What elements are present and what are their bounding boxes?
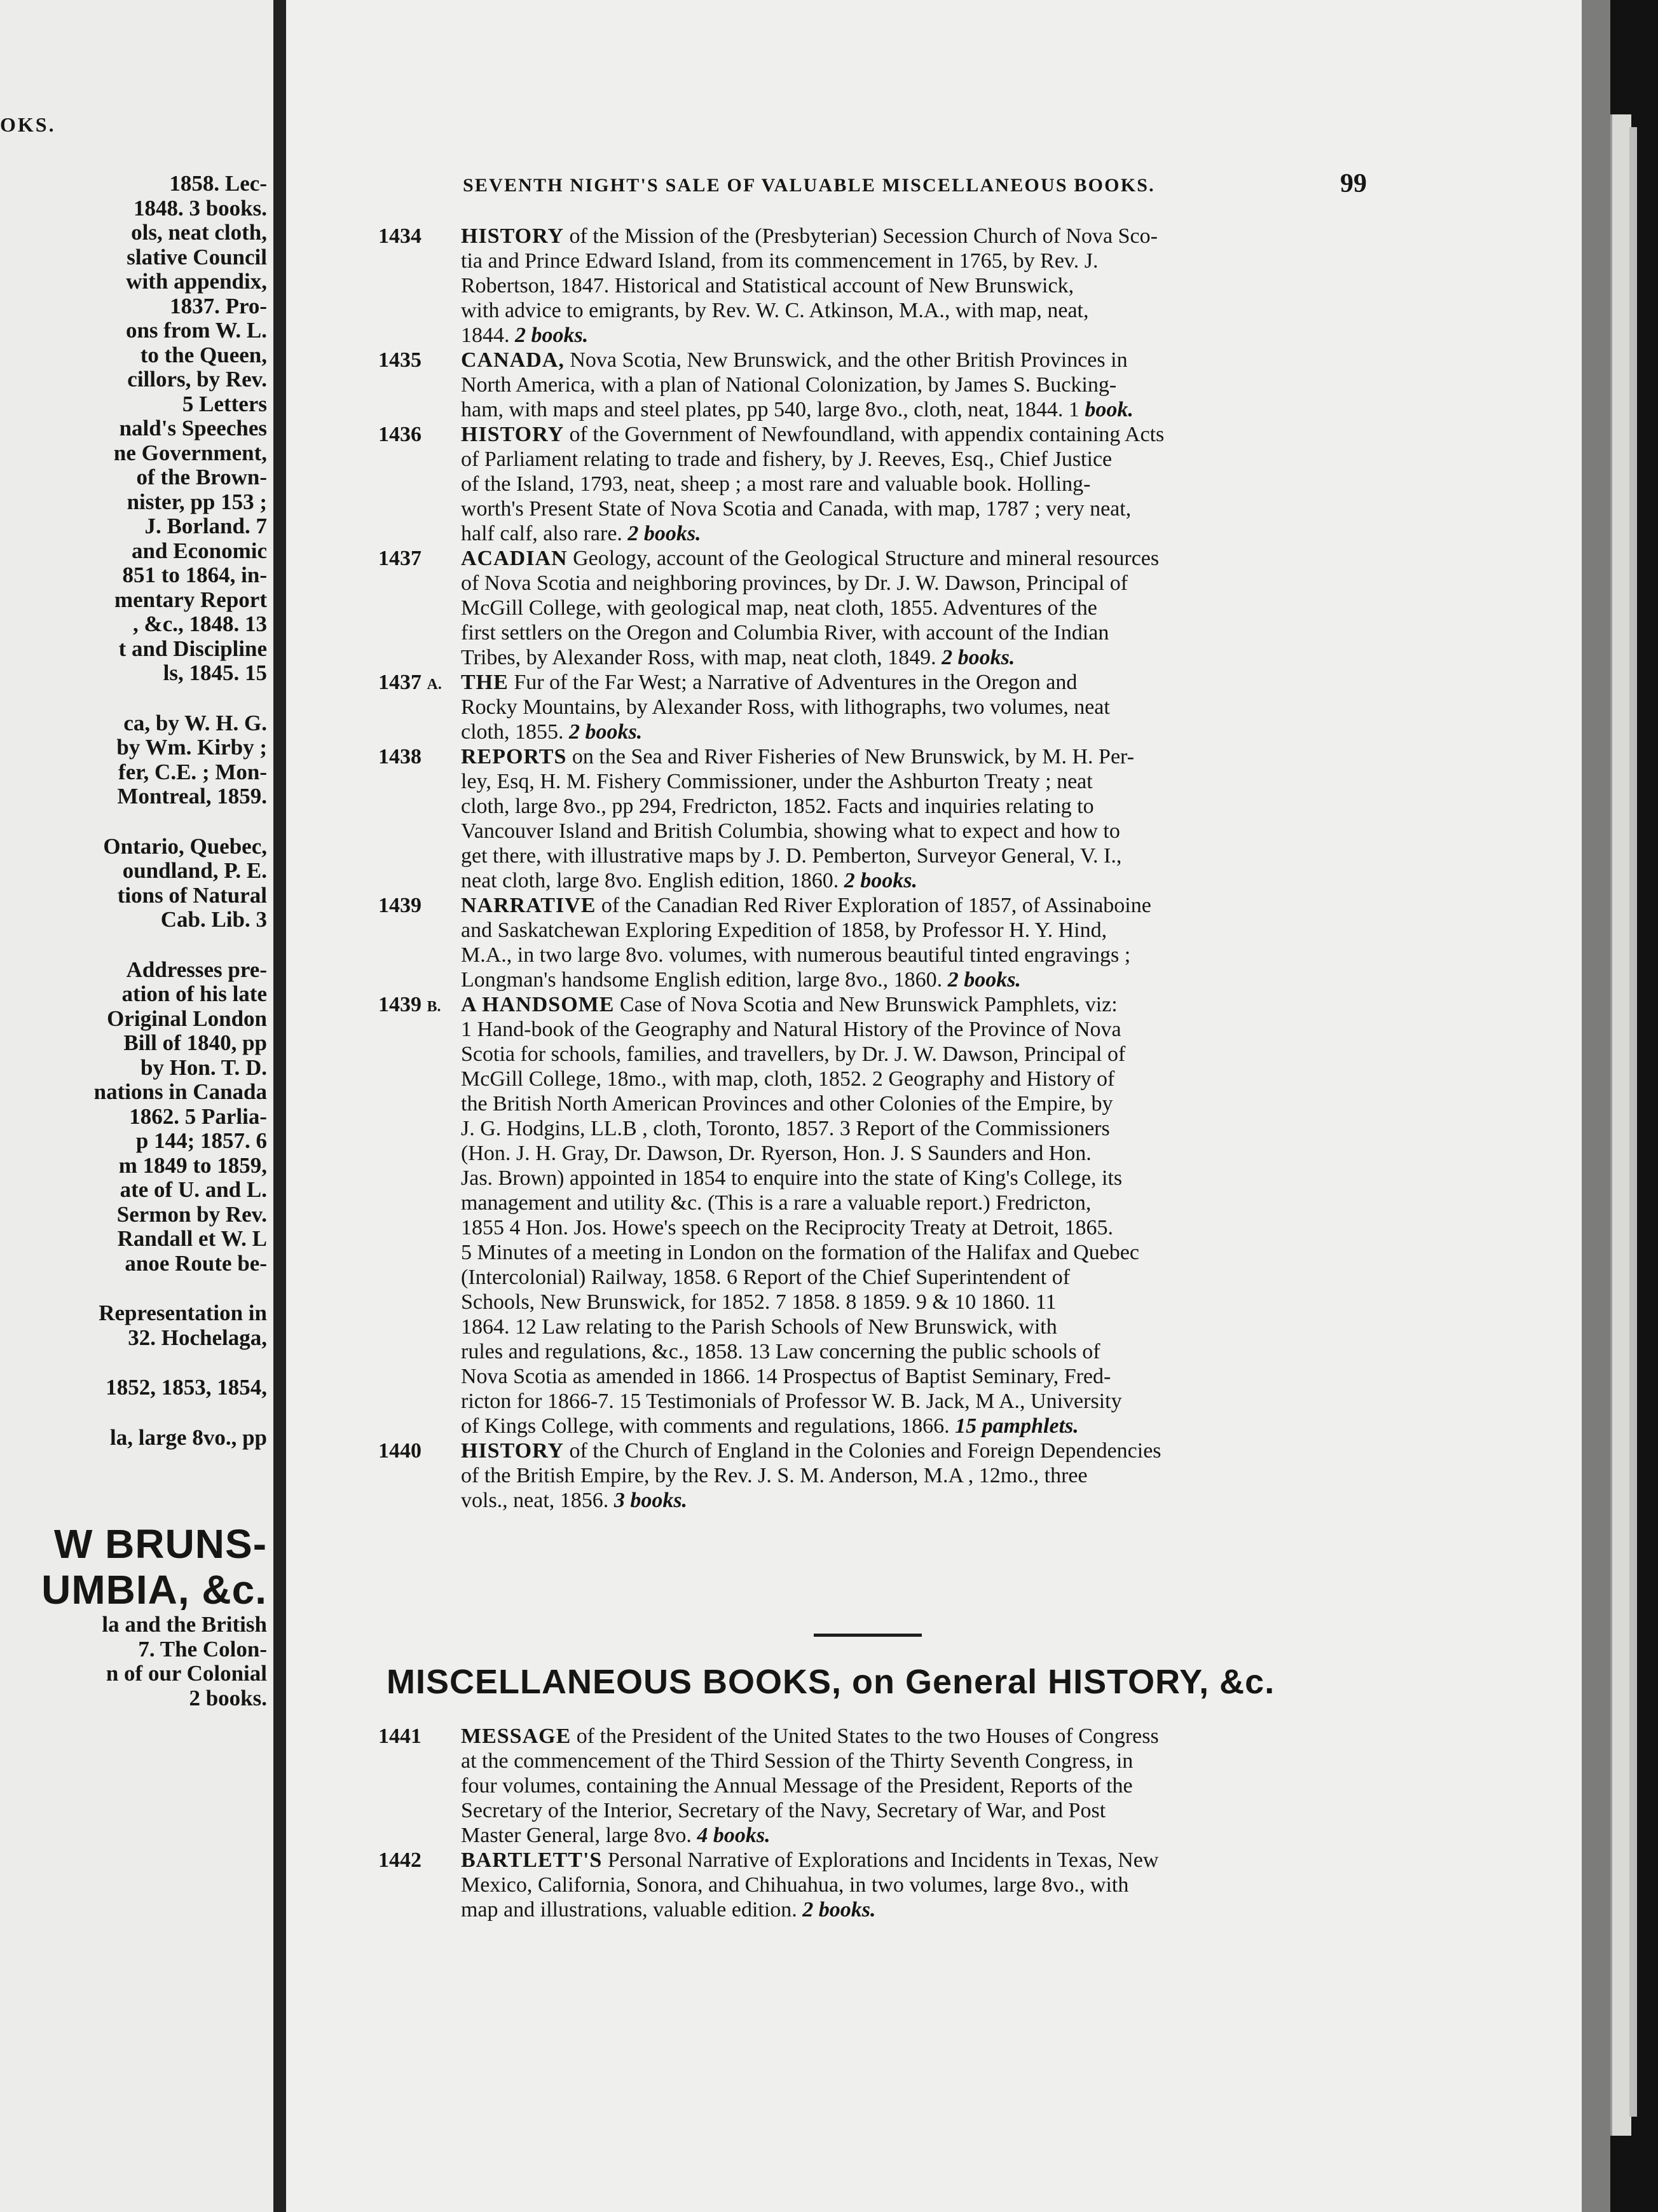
entry-line <box>461 1414 1348 1438</box>
entry-line <box>461 298 1348 323</box>
item-count: 2 books. <box>947 968 1021 992</box>
lot-number-digits: 1440 <box>378 1439 421 1463</box>
item-count: 2 books. <box>627 522 701 545</box>
left-page-line: , &c., 1848. 13 <box>133 611 267 636</box>
entry-line-text: cloth, 1855. <box>461 720 564 744</box>
entry-line <box>461 670 1348 695</box>
entry-line-text: 1855 4 Hon. Jos. Howe's speech on the Reciprocity Treaty at Detroit, 1865. <box>461 1216 1113 1239</box>
entry-line <box>461 546 1348 571</box>
running-head-title: SEVENTH NIGHT'S SALE OF VALUABLE MISCELLANEOUS BOOKS. <box>463 175 1155 196</box>
item-count: 2 books. <box>515 324 589 347</box>
left-page-line: ls, 1845. 15 <box>163 660 267 685</box>
lot-number-digits: 1434 <box>378 224 421 248</box>
entry-line <box>461 1773 1348 1798</box>
entry-text <box>461 224 1348 348</box>
catalogue-entry <box>378 992 1348 1438</box>
lot-number-digits: 1442 <box>378 1848 421 1872</box>
entry-line-text: (Intercolonial) Railway, 1858. 6 Report of the Chief Superintendent of <box>461 1266 1071 1289</box>
entry-line <box>461 1116 1348 1141</box>
left-page-line: nald's Speeches <box>119 416 267 440</box>
entry-line <box>461 571 1348 596</box>
left-page-line: 2 books. <box>189 1685 267 1710</box>
entry-line-text: Schools, New Brunswick, for 1852. 7 1858. 8 1859. 9 & 10 1860. 11 <box>461 1290 1057 1314</box>
entry-line-text: Scotia for schools, families, and travellers, by Dr. J. W. Dawson, Principal of <box>461 1042 1126 1066</box>
entry-line-text: ham, with maps and steel plates, pp 540, large 8vo., cloth, neat, 1844. 1 <box>461 398 1079 421</box>
entry-line <box>461 1463 1348 1488</box>
left-page-line: cillors, by Rev. <box>127 367 267 392</box>
left-page-line: 1858. Lec- <box>169 171 267 196</box>
entry-text <box>461 744 1348 893</box>
lot-number <box>378 224 421 249</box>
entry-line <box>461 1339 1348 1364</box>
entry-line <box>461 1067 1348 1091</box>
left-page-line: Addresses pre- <box>126 957 267 982</box>
entry-line <box>461 1823 1348 1848</box>
entry-line <box>461 1042 1348 1067</box>
left-page-line: ols, neat cloth, <box>131 220 267 245</box>
entry-line-text: Longman's handsome English edition, large 8vo., 1860. <box>461 968 943 992</box>
entry-line-text: North America, with a plan of National Colonization, by James S. Bucking- <box>461 373 1117 397</box>
left-page-line: W BRUNS- <box>53 1521 267 1567</box>
lot-number-digits: 1437 <box>378 547 421 570</box>
entry-line <box>461 744 1348 769</box>
left-page-line: nations in Canada <box>93 1079 267 1104</box>
entry-line-text: J. G. Hodgins, LL.B , cloth, Toronto, 1857. 3 Report of the Commissioners <box>461 1117 1110 1140</box>
entry-line-text: ricton for 1866-7. 15 Testimonials of Professor W. B. Jack, M A., University <box>461 1389 1122 1413</box>
entry-line <box>461 596 1348 620</box>
entry-line-text: M.A., in two large 8vo. volumes, with numerous beautiful tinted engravings ; <box>461 943 1131 967</box>
catalogue-entry <box>378 546 1348 670</box>
left-page-line: Bill of 1840, pp <box>123 1030 267 1055</box>
entry-line-text: Robertson, 1847. Historical and Statistical account of New Brunswick, <box>461 274 1074 297</box>
left-page-line: J. Borland. 7 <box>144 514 267 538</box>
entry-line <box>461 1290 1348 1314</box>
lot-number <box>378 893 421 918</box>
entry-lead-word: BARTLETT'S <box>461 1848 603 1872</box>
entry-line-text: Rocky Mountains, by Alexander Ross, with lithographs, two volumes, neat <box>461 695 1110 719</box>
entry-lead-word: REPORTS <box>461 745 567 768</box>
left-page-line: tions of Natural <box>117 882 267 908</box>
entry-line <box>461 893 1348 918</box>
entry-lead-word: NARRATIVE <box>461 894 596 917</box>
entry-line <box>461 1488 1348 1513</box>
left-page-line: la and the British <box>102 1612 267 1637</box>
left-page-line: Original London <box>107 1006 267 1031</box>
left-page-line: by Hon. T. D. <box>140 1055 267 1080</box>
entry-line <box>461 1389 1348 1414</box>
left-page-line: fer, C.E. ; Mon- <box>118 759 267 784</box>
section-heading: MISCELLANEOUS BOOKS, on General HISTORY, &c. <box>387 1663 1275 1701</box>
left-page-line: p 144; 1857. 6 <box>135 1128 267 1153</box>
entry-line-text: Nova Scotia, New Brunswick, and the other British Provinces in <box>564 348 1128 372</box>
catalogue-entry <box>378 744 1348 893</box>
lot-number <box>378 1438 421 1463</box>
item-count: 2 books. <box>844 869 918 892</box>
entry-line-text: Master General, large 8vo. <box>461 1824 692 1847</box>
entry-line <box>461 943 1348 967</box>
entry-text <box>461 348 1348 422</box>
entry-lead-word: THE <box>461 671 509 694</box>
entry-line-text: half calf, also rare. <box>461 522 622 545</box>
item-count: 2 books. <box>568 720 643 744</box>
lot-number <box>378 348 421 372</box>
entry-line <box>461 1017 1348 1042</box>
lot-number-digits: 1435 <box>378 348 421 372</box>
entry-line-text: Jas. Brown) appointed in 1854 to enquire into the state of King's College, its <box>461 1166 1123 1190</box>
entry-line-text: first settlers on the Oregon and Columbia River, with account of the Indian <box>461 621 1109 645</box>
entry-text <box>461 422 1348 546</box>
entry-line-text: Fur of the Far West; a Narrative of Adventures in the Oregon and <box>508 671 1078 694</box>
catalogue-entries <box>378 224 1348 1513</box>
entry-line-text: Tribes, by Alexander Ross, with map, neat cloth, 1849. <box>461 646 936 669</box>
lot-number <box>378 422 421 447</box>
entry-line <box>461 967 1348 992</box>
lot-sub-letter: B. <box>427 999 441 1015</box>
item-count: 15 pamphlets. <box>955 1414 1079 1438</box>
item-count: 4 books. <box>697 1824 771 1847</box>
entry-text <box>461 1724 1348 1848</box>
entry-lead-word: CANADA, <box>461 348 565 372</box>
entry-line-text: of the Mission of the (Presbyterian) Secession Church of Nova Sco- <box>564 224 1158 248</box>
entry-lead-word: HISTORY <box>461 1439 565 1463</box>
left-page-line: Montreal, 1859. <box>117 784 267 809</box>
catalogue-entry <box>378 348 1348 422</box>
left-page-line: Representation in <box>99 1301 267 1325</box>
entry-text <box>461 670 1348 744</box>
entry-line-text: Nova Scotia as amended in 1866. 14 Prospectus of Baptist Seminary, Fred- <box>461 1365 1111 1388</box>
left-page-line: t and Discipline <box>118 636 267 661</box>
left-page-line: 32. Hochelaga, <box>128 1325 267 1350</box>
entry-line <box>461 1265 1348 1290</box>
entry-line <box>461 695 1348 720</box>
catalogue-entry <box>378 893 1348 992</box>
left-page-line: by Wm. Kirby ; <box>116 735 267 760</box>
entry-line-text: tia and Prince Edward Island, from its commencement in 1765, by Rev. J. <box>461 249 1099 273</box>
left-page-line: Sermon by Rev. <box>116 1201 267 1227</box>
entry-line <box>461 918 1348 943</box>
entry-line <box>461 1215 1348 1240</box>
lot-number <box>378 1848 421 1873</box>
book-gutter <box>273 0 286 2212</box>
item-count: book. <box>1085 398 1134 421</box>
left-page-line: slative Council <box>127 244 267 270</box>
entry-line <box>461 794 1348 819</box>
left-page-line: 7. The Colon- <box>138 1636 267 1662</box>
entry-line <box>461 1897 1348 1922</box>
entry-line-text: at the commencement of the Third Session of the Thirty Seventh Congress, in <box>461 1749 1134 1773</box>
lot-number-digits: 1438 <box>378 745 421 768</box>
entry-line-text: of the Island, 1793, neat, sheep ; a most rare and valuable book. Holling- <box>461 472 1091 496</box>
entry-line-text: Personal Narrative of Explorations and Incidents in Texas, New <box>602 1848 1159 1872</box>
entry-line-text: of the President of the United States to the two Houses of Congress <box>571 1724 1159 1748</box>
catalogue-entry <box>378 224 1348 348</box>
entry-line <box>461 323 1348 348</box>
left-page-line: la, large 8vo., pp <box>110 1424 267 1450</box>
entry-line-text: McGill College, with geological map, neat cloth, 1855. Adventures of the <box>461 596 1097 620</box>
left-page-line: ne Government, <box>113 440 267 465</box>
entry-line-text: neat cloth, large 8vo. English edition, 1860. <box>461 869 839 892</box>
entry-line-text: get there, with illustrative maps by J. D. Pemberton, Surveyor General, V. I., <box>461 844 1122 868</box>
entry-text <box>461 1848 1348 1922</box>
entry-line <box>461 348 1348 372</box>
left-page-line: 1848. 3 books. <box>133 195 267 221</box>
left-page-line: 1852, 1853, 1854, <box>106 1375 267 1400</box>
catalogue-entry <box>378 1724 1348 1848</box>
entry-line <box>461 249 1348 273</box>
lot-number <box>378 992 441 1020</box>
section-divider-rule <box>814 1634 922 1637</box>
page-stack-edge-inner <box>1629 127 1637 2117</box>
catalogue-entry <box>378 1438 1348 1513</box>
catalogue-entry <box>378 422 1348 546</box>
left-page-line: oundland, P. E. <box>122 858 267 883</box>
lot-number-digits: 1439 <box>378 894 421 917</box>
lot-number-digits: 1436 <box>378 423 421 446</box>
entry-line <box>461 1314 1348 1339</box>
item-count: 3 books. <box>613 1489 688 1512</box>
left-page-line: Ontario, Quebec, <box>103 833 267 859</box>
entry-line-text: (Hon. J. H. Gray, Dr. Dawson, Dr. Ryerson, Hon. J. S Saunders and Hon. <box>461 1142 1092 1165</box>
left-page-line: Randall et W. L <box>117 1226 267 1251</box>
entry-line-text: Geology, account of the Geological Structure and mineral resources <box>567 547 1160 570</box>
lot-number <box>378 546 421 571</box>
left-page-line: ation of his late <box>121 981 267 1006</box>
entry-line <box>461 992 1348 1017</box>
entry-line-text: of the Government of Newfoundland, with appendix containing Acts <box>564 423 1165 446</box>
left-page-line: ons from W. L. <box>125 318 267 343</box>
left-page-line: 851 to 1864, in- <box>122 563 267 587</box>
left-page-line: Cab. Lib. 3 <box>160 907 267 932</box>
entry-text <box>461 893 1348 992</box>
item-count: 2 books. <box>942 646 1015 669</box>
entry-line <box>461 273 1348 298</box>
entry-line-text: four volumes, containing the Annual Message of the President, Reports of the <box>461 1774 1133 1798</box>
entry-lead-word: ACADIAN <box>461 547 568 570</box>
entry-line <box>461 224 1348 249</box>
entry-line-text: ley, Esq, H. M. Fishery Commissioner, under the Ashburton Treaty ; neat <box>461 770 1093 793</box>
entry-lead-word: HISTORY <box>461 423 565 446</box>
entry-lead-word: A HANDSOME <box>461 993 615 1016</box>
left-page-text <box>0 172 267 1710</box>
entry-line <box>461 1873 1348 1897</box>
entry-line <box>461 521 1348 546</box>
left-page-line: of the Brown- <box>136 465 267 489</box>
lot-number-digits: 1441 <box>378 1724 421 1748</box>
entry-line-text: with advice to emigrants, by Rev. W. C. Atkinson, M.A., with map, neat, <box>461 299 1089 322</box>
catalogue-entry <box>378 1848 1348 1922</box>
left-page-line: to the Queen, <box>140 342 267 367</box>
lot-number-digits: 1439 <box>378 993 421 1016</box>
entry-line-text: 1864. 12 Law relating to the Parish Schools of New Brunswick, with <box>461 1315 1057 1339</box>
entry-line-text: management and utility &c. (This is a rare a valuable report.) Fredricton, <box>461 1191 1092 1215</box>
left-page-header: OKS. <box>0 113 56 136</box>
catalogue-entry <box>378 670 1348 744</box>
left-page-line: UMBIA, &c. <box>41 1567 267 1613</box>
entry-line <box>461 397 1348 422</box>
entry-line <box>461 472 1348 496</box>
entry-line-text: of Nova Scotia and neighboring provinces, by Dr. J. W. Dawson, Principal of <box>461 571 1128 595</box>
entry-line-text: Case of Nova Scotia and New Brunswick Pamphlets, viz: <box>614 993 1118 1016</box>
entry-line-text: and Saskatchewan Exploring Expedition of 1858, by Professor H. Y. Hind, <box>461 918 1107 942</box>
entry-line-text: 1844. <box>461 324 510 347</box>
entry-line <box>461 422 1348 447</box>
entry-lead-word: MESSAGE <box>461 1724 572 1748</box>
entry-line <box>461 1364 1348 1389</box>
entry-line-text: 1 Hand-book of the Geography and Natural History of the Province of Nova <box>461 1018 1121 1041</box>
entry-line-text: 5 Minutes of a meeting in London on the formation of the Halifax and Quebec <box>461 1241 1139 1264</box>
entry-line <box>461 1240 1348 1265</box>
entry-line-text: Mexico, California, Sonora, and Chihuahua, in two volumes, large 8vo., with <box>461 1873 1129 1897</box>
lot-sub-letter: A. <box>427 676 442 693</box>
entry-line <box>461 819 1348 843</box>
left-page-line: with appendix, <box>126 269 267 294</box>
entry-line-text: Vancouver Island and British Columbia, showing what to expect and how to <box>461 819 1120 843</box>
entry-line <box>461 447 1348 472</box>
page-edge-shadow <box>1582 0 1610 2212</box>
entry-line <box>461 1191 1348 1215</box>
entry-line-text: of the Canadian Red River Exploration of 1857, of Assinaboine <box>596 894 1151 917</box>
left-page-fragment <box>0 0 273 2212</box>
entry-text <box>461 546 1348 670</box>
entry-text <box>461 1438 1348 1513</box>
entry-line <box>461 769 1348 794</box>
item-count: 2 books. <box>802 1898 876 1922</box>
left-page-line: nister, pp 153 ; <box>127 489 267 514</box>
entry-line <box>461 1091 1348 1116</box>
entry-line-text: map and illustrations, valuable edition. <box>461 1898 797 1922</box>
left-page-line: and Economic <box>132 538 267 563</box>
entry-line <box>461 868 1348 893</box>
entry-line-text: the British North American Provinces and other Colonies of the Empire, by <box>461 1092 1113 1116</box>
entry-line-text: on the Sea and River Fisheries of New Brunswick, by M. H. Per- <box>566 745 1135 768</box>
entry-line-text: vols., neat, 1856. <box>461 1489 609 1512</box>
entry-text <box>461 992 1348 1438</box>
page-stack-edge <box>1610 114 1631 2136</box>
entry-line <box>461 1166 1348 1191</box>
entry-line-text: rules and regulations, &c., 1858. 13 Law concerning the public schools of <box>461 1340 1100 1363</box>
left-page-line: mentary Report <box>114 587 267 612</box>
left-page-line: 5 Letters <box>182 391 267 416</box>
entry-lead-word: HISTORY <box>461 224 565 248</box>
left-page-line: ate of U. and L. <box>120 1177 267 1202</box>
entry-line <box>461 720 1348 744</box>
entry-line-text: Secretary of the Interior, Secretary of the Navy, Secretary of War, and Post <box>461 1799 1106 1822</box>
lot-number <box>378 1724 421 1749</box>
left-page-line: n of our Colonial <box>106 1661 267 1686</box>
entry-line <box>461 1141 1348 1166</box>
catalogue-entries-section-2 <box>378 1724 1348 1922</box>
lot-number <box>378 670 442 697</box>
entry-line <box>461 620 1348 645</box>
entry-line-text: of the Church of England in the Colonies and Foreign Dependencies <box>564 1439 1161 1463</box>
left-page-line: 1837. Pro- <box>170 293 267 318</box>
entry-line-text: McGill College, 18mo., with map, cloth, 1852. 2 Geography and History of <box>461 1067 1115 1091</box>
entry-line <box>461 1848 1348 1873</box>
entry-line <box>461 1724 1348 1749</box>
lot-number <box>378 744 421 769</box>
entry-line <box>461 1438 1348 1463</box>
entry-line <box>461 645 1348 670</box>
entry-line <box>461 372 1348 397</box>
entry-line-text: worth's Present State of Nova Scotia and Canada, with map, 1787 ; very neat, <box>461 497 1132 521</box>
lot-number-digits: 1437 <box>378 671 421 694</box>
left-page-line: 1862. 5 Parlia- <box>129 1103 267 1129</box>
entry-line-text: of the British Empire, by the Rev. J. S. M. Anderson, M.A , 12mo., three <box>461 1464 1088 1487</box>
entry-line <box>461 496 1348 521</box>
entry-line <box>461 1749 1348 1773</box>
left-page-line: ca, by W. H. G. <box>123 710 267 735</box>
entry-line-text: of Parliament relating to trade and fishery, by J. Reeves, Esq., Chief Justice <box>461 447 1113 471</box>
entry-line-text: of Kings College, with comments and regulations, 1866. <box>461 1414 950 1438</box>
entry-line-text: cloth, large 8vo., pp 294, Fredricton, 1852. Facts and inquiries relating to <box>461 795 1094 818</box>
entry-line <box>461 1798 1348 1823</box>
page-number: 99 <box>1340 169 1367 198</box>
left-page-line: m 1849 to 1859, <box>118 1152 267 1178</box>
entry-line <box>461 843 1348 868</box>
left-page-line: anoe Route be- <box>125 1250 267 1276</box>
